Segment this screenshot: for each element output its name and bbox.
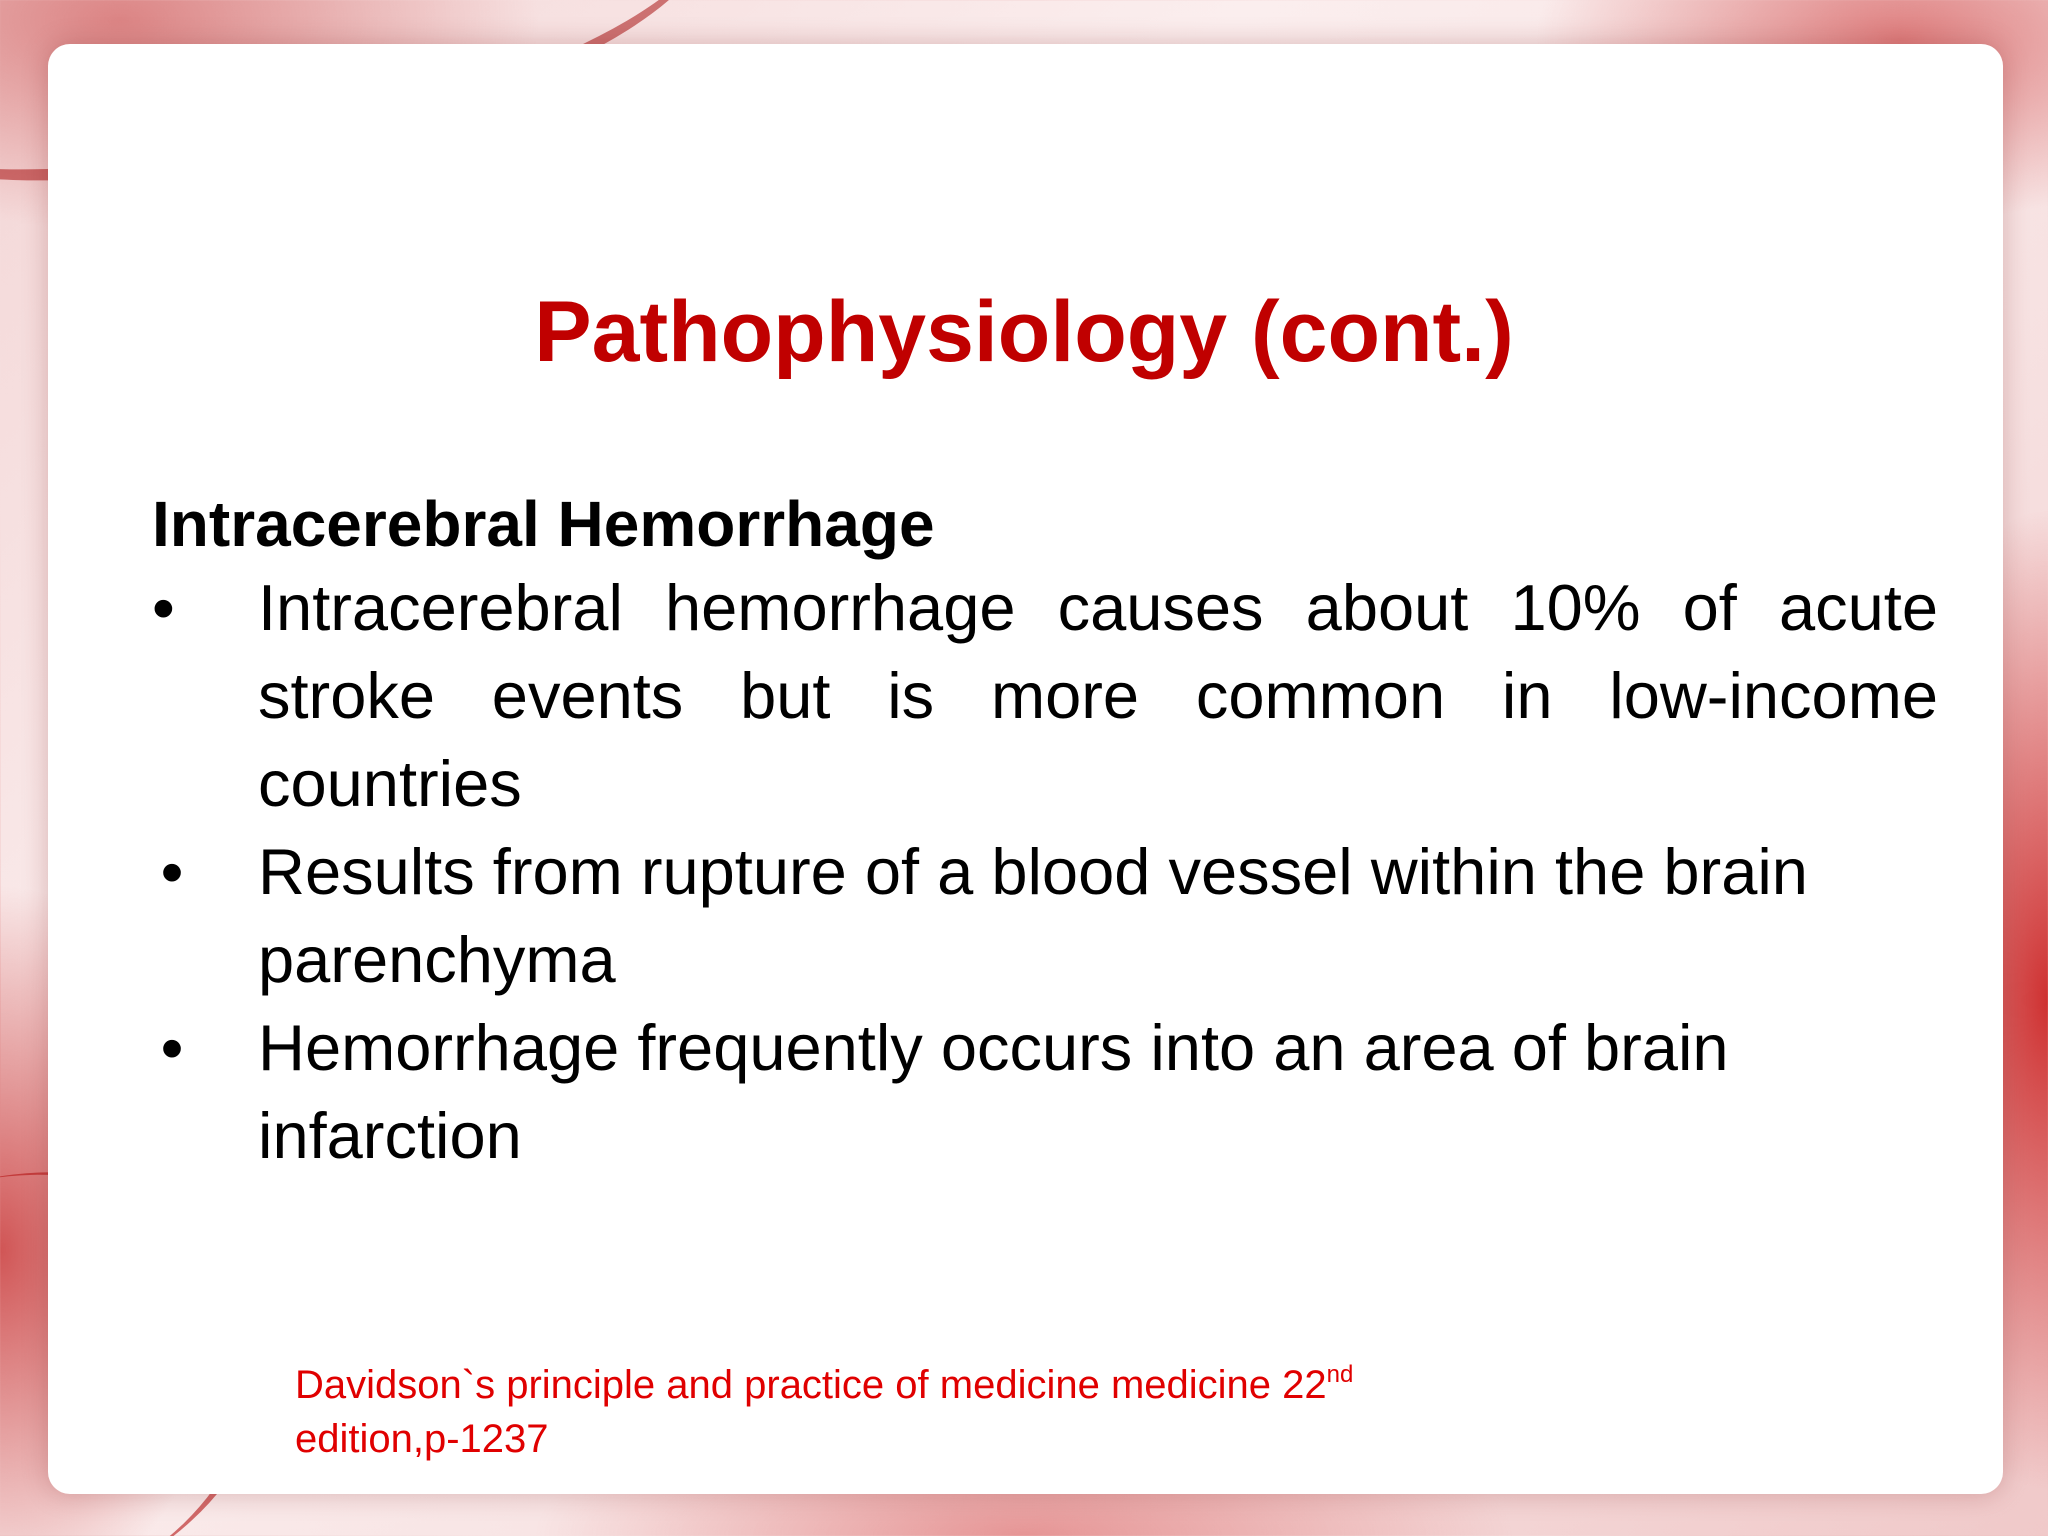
bullet-text: Intracerebral hemorrhage causes about 10% of acute stroke events but is more common in low-income countries [258, 571, 1938, 820]
citation-text: Davidson`s principle and practice of medicine medicine 22 [295, 1363, 1327, 1407]
bullet-item [152, 828, 1952, 1004]
bullet-list [152, 564, 1952, 1180]
bullet-dot-icon: • [160, 835, 184, 908]
bullet-text: Results from rupture of a blood vessel within the brain parenchyma [258, 835, 1808, 996]
bullet-text: Hemorrhage frequently occurs into an area of brain infarction [258, 1011, 1729, 1172]
bullet-dot-icon: • [152, 571, 175, 644]
bullet-item [152, 564, 1938, 828]
bullet-dot-icon: • [160, 1011, 184, 1084]
slide-title: Pathophysiology (cont.) [534, 284, 1514, 380]
bullet-item [152, 1004, 1952, 1180]
citation-superscript: nd [1326, 1361, 1354, 1388]
citation-edition: edition,p-1237 [295, 1417, 549, 1461]
citation-reference [295, 1358, 1595, 1466]
slide-content [152, 486, 1952, 1180]
section-subheading: Intracerebral Hemorrhage [152, 488, 935, 560]
